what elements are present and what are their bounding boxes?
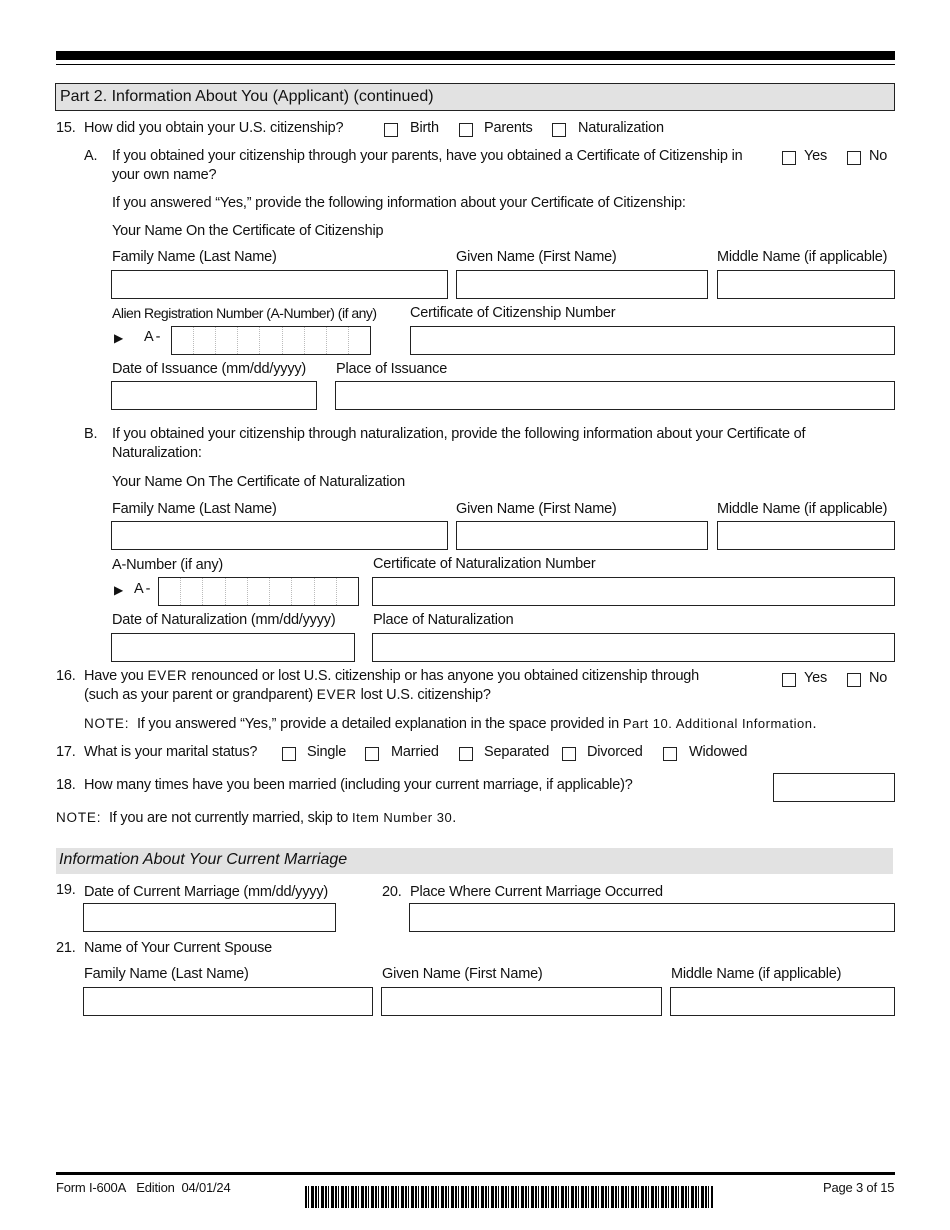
q16-yes-label: Yes [804, 670, 828, 686]
q15a-cert-label: Certificate of Citizenship Number [410, 305, 616, 321]
q15b-cert-number-input[interactable] [372, 577, 895, 606]
q15a-date-issuance-input[interactable] [111, 381, 317, 410]
q21-number: 21. [56, 940, 76, 956]
naturalization-checkbox[interactable] [552, 123, 566, 137]
spouse-family-label: Family Name (Last Name) [84, 966, 249, 982]
q15a-place-issuance-label: Place of Issuance [336, 361, 448, 377]
q15b-date-nat-input[interactable] [111, 633, 355, 662]
q20-label: Place Where Current Marriage Occurred [410, 884, 663, 900]
q15b-a-prefix: A- [134, 581, 153, 597]
q15b-middle-input[interactable] [717, 521, 895, 550]
q17-number: 17. [56, 744, 76, 760]
q15a-family-label: Family Name (Last Name) [112, 249, 277, 265]
part-header-title: Part 2. Information About You (Applicant) (continued) [60, 88, 434, 105]
note-skip: NOTE: If you are not currently married, skip to Item Number 30. [56, 810, 457, 826]
q16-yes-checkbox[interactable] [782, 673, 796, 687]
part-header [55, 83, 895, 111]
widowed-label: Widowed [689, 744, 748, 760]
q15b-date-nat-label: Date of Naturalization (mm/dd/yyyy) [112, 612, 336, 628]
q15a-anumber-input[interactable] [171, 326, 371, 355]
q15a-text-line2: your own name? [112, 167, 217, 183]
marriage-section-header [56, 848, 893, 874]
q16-note: NOTE: If you answered “Yes,” provide a detailed explanation in the space provided in Part 10. Additional Information. [84, 716, 817, 732]
q15a-instruction: If you answered “Yes,” provide the following information about your Certificate of Citizenship: [112, 195, 686, 211]
birth-label: Birth [410, 120, 439, 136]
separated-checkbox[interactable] [459, 747, 473, 761]
q15a-a-prefix: A- [144, 329, 163, 345]
q15a-no-label: No [869, 148, 888, 164]
q18-number: 18. [56, 777, 76, 793]
q15-number: 15. [56, 120, 76, 136]
q15b-anumber-label: A-Number (if any) [112, 557, 224, 573]
q18-label: How many times have you been married (including your current marriage, if applicable)? [84, 777, 633, 793]
q15a-letter: A. [84, 148, 98, 164]
q19-label: Date of Current Marriage (mm/dd/yyyy) [84, 884, 328, 900]
top-rule-thin [56, 64, 895, 65]
q21-label: Name of Your Current Spouse [84, 940, 273, 956]
q15-label: How did you obtain your U.S. citizenship? [84, 120, 344, 136]
q15a-date-issuance-label: Date of Issuance (mm/dd/yyyy) [112, 361, 307, 377]
divorced-label: Divorced [587, 744, 643, 760]
q15b-name-heading: Your Name On The Certificate of Naturalization [112, 474, 406, 490]
birth-checkbox[interactable] [384, 123, 398, 137]
q15b-arrow-icon: ▶ [114, 583, 124, 597]
q15b-place-nat-input[interactable] [372, 633, 895, 662]
q15a-family-input[interactable] [111, 270, 448, 299]
q15a-anumber-label: Alien Registration Number (A-Number) (if any) [112, 305, 377, 321]
q16-number: 16. [56, 668, 76, 684]
q16-no-checkbox[interactable] [847, 673, 861, 687]
q15b-cert-label: Certificate of Naturalization Number [373, 556, 596, 572]
single-label: Single [307, 744, 347, 760]
q15b-text-line2: Naturalization: [112, 445, 202, 461]
spouse-middle-label: Middle Name (if applicable) [671, 966, 842, 982]
q15a-cert-number-input[interactable] [410, 326, 895, 355]
q15b-middle-label: Middle Name (if applicable) [717, 501, 888, 517]
marriage-section-title: Information About Your Current Marriage [59, 851, 348, 868]
q15a-yes-checkbox[interactable] [782, 151, 796, 165]
parents-label: Parents [484, 120, 533, 136]
widowed-checkbox[interactable] [663, 747, 677, 761]
top-rule-thick [56, 51, 895, 60]
spouse-family-input[interactable] [83, 987, 373, 1016]
q19-number: 19. [56, 882, 76, 898]
q15a-middle-input[interactable] [717, 270, 895, 299]
footer-rule [56, 1172, 895, 1175]
footer-page-number: Page 3 of 15 [823, 1180, 895, 1195]
spouse-given-label: Given Name (First Name) [382, 966, 543, 982]
footer-form-id: Form I-600A Edition 04/01/24 [56, 1180, 231, 1195]
divorced-checkbox[interactable] [562, 747, 576, 761]
q15b-given-input[interactable] [456, 521, 708, 550]
q15b-given-label: Given Name (First Name) [456, 501, 617, 517]
q16-text-line2: (such as your parent or grandparent) EVER lost U.S. citizenship? [84, 687, 491, 703]
q15a-given-label: Given Name (First Name) [456, 249, 617, 265]
times-married-input[interactable] [773, 773, 895, 802]
q15a-yes-label: Yes [804, 148, 828, 164]
q15a-given-input[interactable] [456, 270, 708, 299]
q15a-text-line1: If you obtained your citizenship through your parents, have you obtained a Certificate of Citizenship in [112, 148, 743, 164]
q15a-middle-label: Middle Name (if applicable) [717, 249, 888, 265]
marriage-place-input[interactable] [409, 903, 895, 932]
marriage-date-input[interactable] [83, 903, 336, 932]
q15b-family-label: Family Name (Last Name) [112, 501, 277, 517]
q20-number: 20. [382, 884, 402, 900]
barcode [305, 1186, 713, 1208]
q15a-arrow-icon: ▶ [114, 331, 124, 345]
married-checkbox[interactable] [365, 747, 379, 761]
naturalization-label: Naturalization [578, 120, 664, 136]
q15a-name-heading: Your Name On the Certificate of Citizenship [112, 223, 384, 239]
q15b-letter: B. [84, 426, 98, 442]
q15b-family-input[interactable] [111, 521, 448, 550]
married-label: Married [391, 744, 439, 760]
q16-no-label: No [869, 670, 888, 686]
q15a-no-checkbox[interactable] [847, 151, 861, 165]
q15b-place-nat-label: Place of Naturalization [373, 612, 514, 628]
spouse-given-input[interactable] [381, 987, 662, 1016]
q16-text-line1: Have you EVER renounced or lost U.S. citizenship or has anyone you obtained citizenship through [84, 668, 700, 684]
spouse-middle-input[interactable] [670, 987, 895, 1016]
q15b-text-line1: If you obtained your citizenship through naturalization, provide the following information about your Certificate of [112, 426, 806, 442]
q15a-place-issuance-input[interactable] [335, 381, 895, 410]
separated-label: Separated [484, 744, 550, 760]
q15b-anumber-input[interactable] [158, 577, 359, 606]
q17-label: What is your marital status? [84, 744, 258, 760]
single-checkbox[interactable] [282, 747, 296, 761]
parents-checkbox[interactable] [459, 123, 473, 137]
